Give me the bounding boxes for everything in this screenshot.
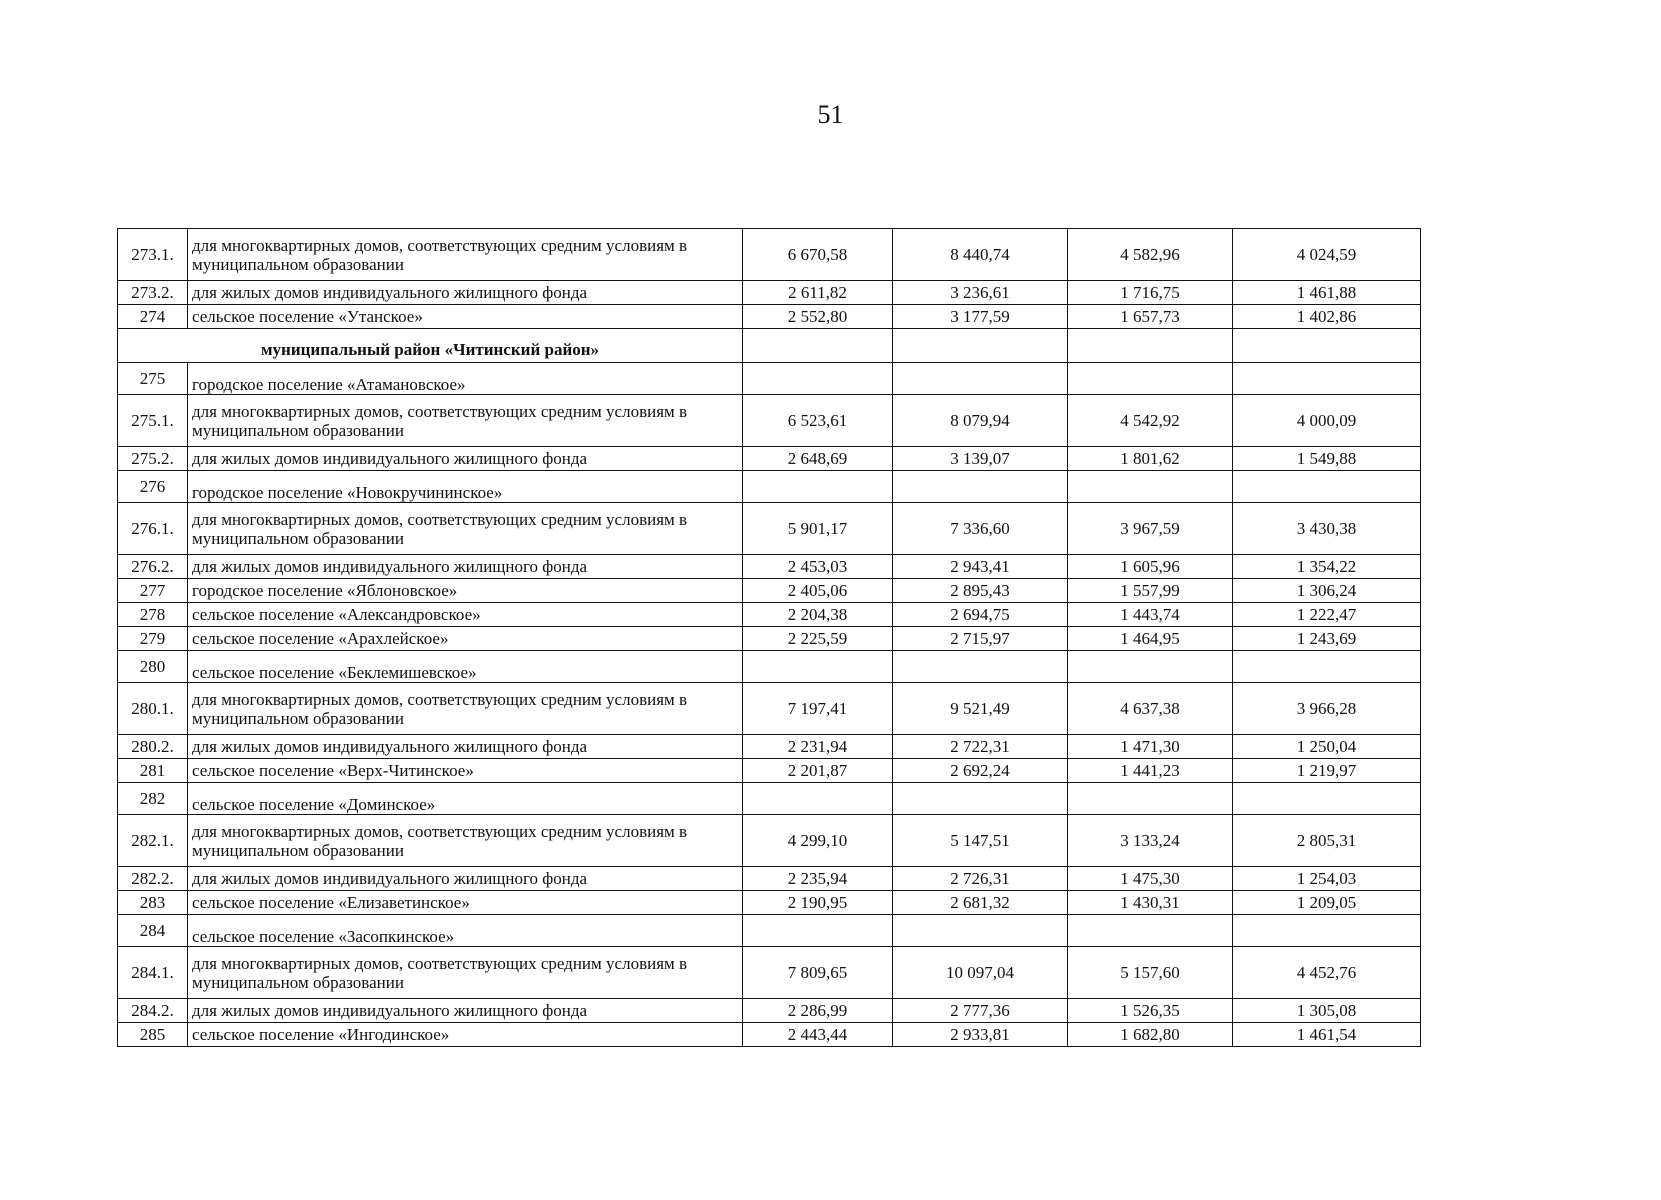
section-header-row: [118, 329, 1421, 363]
row-number: 284: [118, 915, 188, 947]
value-cell-3: 1 526,35: [1068, 999, 1233, 1023]
value-cell-3: 4 542,92: [1068, 395, 1233, 447]
value-cell-3: [1068, 363, 1233, 395]
table-row: [118, 999, 1421, 1023]
row-number: 280.1.: [118, 683, 188, 735]
value-cell-2: 2 722,31: [893, 735, 1068, 759]
table-row: [118, 683, 1421, 735]
value-cell-4: 1 461,88: [1233, 281, 1421, 305]
table-row: [118, 1023, 1421, 1047]
value-cell-2: 2 715,97: [893, 627, 1068, 651]
value-cell-2: 8 440,74: [893, 229, 1068, 281]
value-cell-2: [893, 363, 1068, 395]
group-row: [118, 783, 1421, 815]
row-name: сельское поселение «Засопкинское»: [188, 915, 743, 947]
value-cell-3: 1 557,99: [1068, 579, 1233, 603]
value-cell-1: 7 809,65: [743, 947, 893, 999]
value-cell-2: 3 177,59: [893, 305, 1068, 329]
group-row: [118, 471, 1421, 503]
value-cell-3: 1 475,30: [1068, 867, 1233, 891]
row-name: сельское поселение «Верх-Читинское»: [188, 759, 743, 783]
value-cell-4: [1233, 471, 1421, 503]
row-name: сельское поселение «Ингодинское»: [188, 1023, 743, 1047]
row-number: 276.2.: [118, 555, 188, 579]
value-cell-1: 2 235,94: [743, 867, 893, 891]
empty-cell: [893, 329, 1068, 363]
value-cell-1: 5 901,17: [743, 503, 893, 555]
value-cell-1: 2 201,87: [743, 759, 893, 783]
table-row: [118, 759, 1421, 783]
table-body-after-section: [118, 363, 1421, 1047]
table-row: [118, 579, 1421, 603]
row-number: 279: [118, 627, 188, 651]
value-cell-1: 2 231,94: [743, 735, 893, 759]
value-cell-2: 3 139,07: [893, 447, 1068, 471]
row-number: 280: [118, 651, 188, 683]
value-cell-3: 1 441,23: [1068, 759, 1233, 783]
table-row: [118, 447, 1421, 471]
row-name: для многоквартирных домов, соответствующих средним условиям в муниципальном образовании: [188, 815, 743, 867]
value-cell-1: 4 299,10: [743, 815, 893, 867]
value-cell-4: 1 306,24: [1233, 579, 1421, 603]
row-name: для жилых домов индивидуального жилищного фонда: [188, 735, 743, 759]
value-cell-1: [743, 783, 893, 815]
value-cell-4: 1 354,22: [1233, 555, 1421, 579]
value-cell-4: [1233, 915, 1421, 947]
row-number: 276: [118, 471, 188, 503]
value-cell-4: 2 805,31: [1233, 815, 1421, 867]
table-row: [118, 947, 1421, 999]
row-name: для жилых домов индивидуального жилищного фонда: [188, 447, 743, 471]
value-cell-2: [893, 783, 1068, 815]
value-cell-1: 2 405,06: [743, 579, 893, 603]
group-row: [118, 363, 1421, 395]
value-cell-2: [893, 651, 1068, 683]
page-number: 51: [817, 100, 844, 129]
table-body-before-section: [118, 229, 1421, 329]
empty-cell: [1233, 329, 1421, 363]
value-cell-2: 2 692,24: [893, 759, 1068, 783]
tariff-table: [117, 228, 1421, 1047]
table-row: [118, 603, 1421, 627]
row-name: для многоквартирных домов, соответствующих средним условиям в муниципальном образовании: [188, 947, 743, 999]
value-cell-2: 2 777,36: [893, 999, 1068, 1023]
row-name: сельское поселение «Беклемишевское»: [188, 651, 743, 683]
value-cell-4: 3 430,38: [1233, 503, 1421, 555]
value-cell-3: 1 471,30: [1068, 735, 1233, 759]
table-row: [118, 555, 1421, 579]
value-cell-2: 9 521,49: [893, 683, 1068, 735]
value-cell-1: 2 204,38: [743, 603, 893, 627]
value-cell-3: 1 605,96: [1068, 555, 1233, 579]
row-name: для жилых домов индивидуального жилищного фонда: [188, 281, 743, 305]
row-number: 278: [118, 603, 188, 627]
value-cell-1: [743, 915, 893, 947]
row-number: 281: [118, 759, 188, 783]
value-cell-1: 6 670,58: [743, 229, 893, 281]
table-row: [118, 305, 1421, 329]
value-cell-3: 1 430,31: [1068, 891, 1233, 915]
row-number: 275: [118, 363, 188, 395]
value-cell-4: 4 024,59: [1233, 229, 1421, 281]
value-cell-4: 1 209,05: [1233, 891, 1421, 915]
table-row: [118, 627, 1421, 651]
value-cell-4: 1 219,97: [1233, 759, 1421, 783]
row-name: для многоквартирных домов, соответствующих средним условиям в муниципальном образовании: [188, 229, 743, 281]
value-cell-1: 2 286,99: [743, 999, 893, 1023]
row-name: для жилых домов индивидуального жилищного фонда: [188, 999, 743, 1023]
value-cell-2: 2 726,31: [893, 867, 1068, 891]
row-name: для жилых домов индивидуального жилищного фонда: [188, 555, 743, 579]
value-cell-4: 1 461,54: [1233, 1023, 1421, 1047]
value-cell-4: 3 966,28: [1233, 683, 1421, 735]
value-cell-1: [743, 471, 893, 503]
value-cell-1: 2 443,44: [743, 1023, 893, 1047]
row-name: для жилых домов индивидуального жилищного фонда: [188, 867, 743, 891]
value-cell-1: 2 648,69: [743, 447, 893, 471]
value-cell-1: 2 190,95: [743, 891, 893, 915]
row-name: для многоквартирных домов, соответствующих средним условиям в муниципальном образовании: [188, 395, 743, 447]
value-cell-1: [743, 363, 893, 395]
value-cell-2: 2 933,81: [893, 1023, 1068, 1047]
value-cell-2: 2 694,75: [893, 603, 1068, 627]
table-row: [118, 503, 1421, 555]
value-cell-4: 1 254,03: [1233, 867, 1421, 891]
row-number: 280.2.: [118, 735, 188, 759]
value-cell-3: [1068, 783, 1233, 815]
table-row: [118, 815, 1421, 867]
row-name: для многоквартирных домов, соответствующих средним условиям в муниципальном образовании: [188, 683, 743, 735]
value-cell-2: [893, 915, 1068, 947]
value-cell-1: [743, 651, 893, 683]
value-cell-4: 4 000,09: [1233, 395, 1421, 447]
value-cell-1: 2 552,80: [743, 305, 893, 329]
value-cell-2: 2 943,41: [893, 555, 1068, 579]
row-name: сельское поселение «Елизаветинское»: [188, 891, 743, 915]
row-number: 283: [118, 891, 188, 915]
row-name: сельское поселение «Утанское»: [188, 305, 743, 329]
value-cell-1: 2 611,82: [743, 281, 893, 305]
row-name: городское поселение «Яблоновское»: [188, 579, 743, 603]
value-cell-4: 1 305,08: [1233, 999, 1421, 1023]
value-cell-2: 8 079,94: [893, 395, 1068, 447]
value-cell-2: 5 147,51: [893, 815, 1068, 867]
section-header-body: [118, 329, 1421, 363]
value-cell-4: 1 402,86: [1233, 305, 1421, 329]
empty-cell: [743, 329, 893, 363]
value-cell-3: 3 967,59: [1068, 503, 1233, 555]
table-row: [118, 281, 1421, 305]
value-cell-1: 2 225,59: [743, 627, 893, 651]
value-cell-4: 4 452,76: [1233, 947, 1421, 999]
value-cell-3: 4 582,96: [1068, 229, 1233, 281]
group-row: [118, 915, 1421, 947]
value-cell-2: 7 336,60: [893, 503, 1068, 555]
row-name: городское поселение «Атамановское»: [188, 363, 743, 395]
row-number: 282.2.: [118, 867, 188, 891]
row-number: 274: [118, 305, 188, 329]
value-cell-1: 7 197,41: [743, 683, 893, 735]
value-cell-1: 6 523,61: [743, 395, 893, 447]
value-cell-4: 1 250,04: [1233, 735, 1421, 759]
value-cell-3: [1068, 471, 1233, 503]
value-cell-4: [1233, 783, 1421, 815]
value-cell-3: [1068, 651, 1233, 683]
table-row: [118, 735, 1421, 759]
row-number: 282.1.: [118, 815, 188, 867]
table-row: [118, 891, 1421, 915]
table-row: [118, 395, 1421, 447]
value-cell-2: 10 097,04: [893, 947, 1068, 999]
value-cell-4: [1233, 363, 1421, 395]
value-cell-3: 5 157,60: [1068, 947, 1233, 999]
value-cell-3: 1 801,62: [1068, 447, 1233, 471]
row-number: 282: [118, 783, 188, 815]
value-cell-2: 2 681,32: [893, 891, 1068, 915]
value-cell-2: [893, 471, 1068, 503]
row-number: 284.2.: [118, 999, 188, 1023]
value-cell-3: 4 637,38: [1068, 683, 1233, 735]
value-cell-4: [1233, 651, 1421, 683]
row-name: сельское поселение «Арахлейское»: [188, 627, 743, 651]
value-cell-1: 2 453,03: [743, 555, 893, 579]
row-name: сельское поселение «Александровское»: [188, 603, 743, 627]
row-number: 285: [118, 1023, 188, 1047]
value-cell-3: 1 443,74: [1068, 603, 1233, 627]
value-cell-3: 1 657,73: [1068, 305, 1233, 329]
row-number: 275.2.: [118, 447, 188, 471]
row-number: 273.2.: [118, 281, 188, 305]
row-name: городское поселение «Новокручининское»: [188, 471, 743, 503]
value-cell-2: 3 236,61: [893, 281, 1068, 305]
group-row: [118, 651, 1421, 683]
value-cell-3: 1 464,95: [1068, 627, 1233, 651]
row-number: 276.1.: [118, 503, 188, 555]
value-cell-4: 1 549,88: [1233, 447, 1421, 471]
value-cell-3: 1 716,75: [1068, 281, 1233, 305]
row-number: 284.1.: [118, 947, 188, 999]
table-row: [118, 867, 1421, 891]
row-number: 277: [118, 579, 188, 603]
value-cell-3: [1068, 915, 1233, 947]
table-row: [118, 229, 1421, 281]
section-title: муниципальный район «Читинский район»: [118, 329, 743, 363]
row-name: сельское поселение «Доминское»: [188, 783, 743, 815]
value-cell-3: 3 133,24: [1068, 815, 1233, 867]
value-cell-3: 1 682,80: [1068, 1023, 1233, 1047]
value-cell-4: 1 243,69: [1233, 627, 1421, 651]
value-cell-2: 2 895,43: [893, 579, 1068, 603]
row-name: для многоквартирных домов, соответствующих средним условиям в муниципальном образовании: [188, 503, 743, 555]
row-number: 275.1.: [118, 395, 188, 447]
value-cell-4: 1 222,47: [1233, 603, 1421, 627]
row-number: 273.1.: [118, 229, 188, 281]
empty-cell: [1068, 329, 1233, 363]
